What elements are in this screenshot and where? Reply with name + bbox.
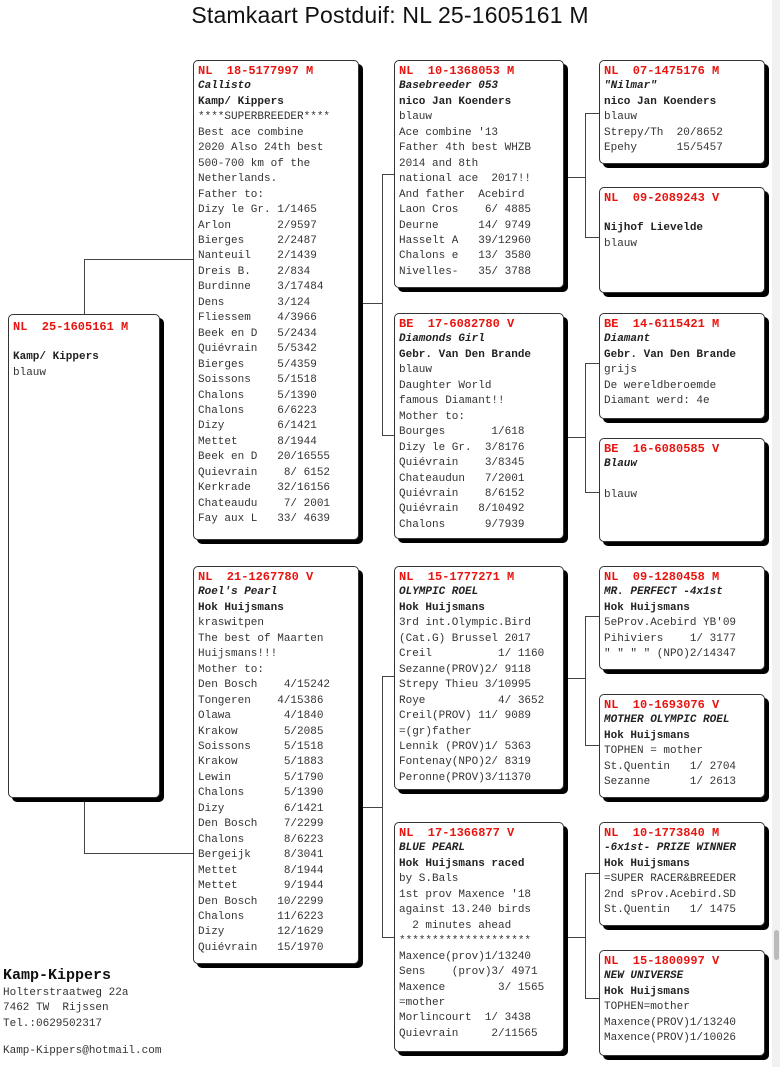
detail-line: famous Diamant!! (399, 395, 505, 408)
subject-card (8, 314, 160, 798)
detail-line: Lennik (PROV)1/ 5363 (399, 740, 532, 753)
scrollbar[interactable] (772, 0, 780, 1067)
detail-line: kraswitpen (198, 617, 265, 630)
detail-line: Dizy le Gr. 1/1465 (198, 204, 317, 217)
breeder-address: Holterstraatweg 22a (3, 987, 129, 999)
detail-line: Den Bosch 10/2299 (198, 895, 324, 908)
ring-number: NL 09-1280458 M (604, 570, 720, 584)
owner: Hok Huijsmans (198, 601, 284, 614)
detail-line: Beek en D 20/16555 (198, 451, 331, 464)
connector-line (585, 363, 586, 493)
ring-number: NL 10-1368053 M (399, 64, 515, 78)
connector-line (84, 259, 85, 314)
detail-line: Diamant werd: 4e (604, 395, 710, 408)
mother-card (193, 566, 359, 964)
detail-line: Mettet 8/1944 (198, 435, 317, 448)
grandfather-paternal-card (394, 60, 564, 288)
detail-line: Olawa 4/1840 (198, 710, 324, 723)
owner: Hok Huijsmans (604, 729, 690, 742)
pigeon-name: NEW UNIVERSE (604, 970, 684, 983)
breeder-phone: Tel.:0629502317 (3, 1017, 103, 1030)
detail-line: Chalons 8/6223 (198, 833, 324, 846)
detail-line: Quiévrain 3/8345 (399, 457, 525, 470)
ring-number: NL 10-1693076 V (604, 698, 720, 712)
detail-line: Father to: (198, 188, 265, 201)
detail-line: Kerkrade 32/16156 (198, 482, 331, 495)
detail-line: Strepy/Th 20/8652 (604, 126, 723, 139)
detail-line: 2nd sProv.Acebird.SD (604, 888, 737, 901)
ring-number: NL 18-5177997 M (198, 64, 314, 78)
detail-line: Ace combine '13 (399, 126, 499, 139)
ring-number: NL 09-2089243 V (604, 191, 720, 205)
pigeon-name: Roel's Pearl (198, 586, 278, 599)
scrollbar-thumb[interactable] (774, 930, 779, 960)
pigeon-name: MR. PERFECT -4x1st (604, 586, 723, 599)
detail-line: Arlon 2/9597 (198, 219, 317, 232)
detail-line: Soissons 5/1518 (198, 374, 317, 387)
detail-line: =(gr)father (399, 725, 472, 738)
detail-line: Den Bosch 7/2299 (198, 818, 324, 831)
detail-line: against 13.240 birds (399, 904, 532, 917)
detail-line: Chateaudun 7/2001 (399, 472, 525, 485)
owner: Gebr. Van Den Brande (604, 348, 737, 361)
detail-line: Creil 1/ 1160 (399, 648, 545, 661)
pigeon-name: BLUE PEARL (399, 842, 466, 855)
detail-line: Fay aux L 33/ 4639 (198, 513, 331, 526)
great-grandparent-card (599, 187, 765, 293)
detail-line: Chalons e 13/ 3580 (399, 250, 532, 263)
detail-line: De wereldberoemde (604, 379, 717, 392)
ring-number: BE 16-6080585 V (604, 442, 720, 456)
owner: nico Jan Koenders (604, 95, 717, 108)
detail-line: Nanteuil 2/1439 (198, 250, 317, 263)
pigeon-name: "Nilmar" (604, 80, 657, 93)
detail-line: Quiévrain 8/10492 (399, 503, 525, 516)
ring-number: NL 10-1773840 M (604, 826, 720, 840)
connector-line (84, 259, 194, 260)
detail-line: Peronne(PROV)3/11370 (399, 771, 532, 784)
connector-line (84, 798, 85, 854)
detail-line: blauw (13, 366, 47, 379)
detail-line: Chalons 9/7939 (399, 518, 525, 531)
detail-line: national ace 2017!! (399, 173, 532, 186)
owner: Hok Huijsmans (399, 601, 485, 614)
detail-line: 2020 Also 24th best (198, 142, 324, 155)
connector-line (564, 678, 585, 679)
detail-line: Mother to: (198, 663, 265, 676)
detail-line: 5eProv.Acebird YB'09 (604, 617, 737, 630)
detail-line: Mettet 9/1944 (198, 880, 324, 893)
detail-line: ****SUPERBREEDER**** (198, 111, 331, 124)
detail-line: Beek en D 5/2434 (198, 327, 317, 340)
detail-line: " " " " (NPO)2/14347 (604, 648, 737, 661)
owner: nico Jan Koenders (399, 95, 512, 108)
connector-line (585, 492, 600, 493)
connector-line (564, 177, 585, 178)
connector-line (359, 303, 382, 304)
detail-line: Dreis B. 2/834 (198, 265, 311, 278)
detail-line: 3rd int.Olympic.Bird (399, 617, 532, 630)
detail-line: ******************** (399, 935, 532, 948)
connector-line (382, 174, 383, 436)
detail-line: Huijsmans!!! (198, 648, 278, 661)
pigeon-name: Basebreeder 053 (399, 80, 499, 93)
ring-number: NL 21-1267780 V (198, 570, 314, 584)
detail-line: blauw (604, 488, 638, 501)
detail-line: Mettet 8/1944 (198, 864, 324, 877)
connector-line (359, 807, 382, 808)
great-grandparent-card (599, 694, 765, 798)
detail-line: Strepy Thieu 3/10995 (399, 679, 532, 692)
detail-line: Morlincourt 1/ 3438 (399, 1012, 532, 1025)
connector-line (585, 745, 600, 746)
detail-line: TOPHEN = mother (604, 745, 704, 758)
detail-line: Sezanne(PROV)2/ 9118 (399, 663, 532, 676)
great-grandparent-card (599, 60, 765, 164)
detail-line: Dizy 12/1629 (198, 926, 324, 939)
detail-line: Maxence(prov)1/13240 (399, 950, 532, 963)
detail-line: Burdinne 3/17484 (198, 281, 324, 294)
detail-line: Krakow 5/2085 (198, 725, 324, 738)
detail-line: Creil(PROV) 11/ 9089 (399, 710, 532, 723)
ring-number: NL 15-1800997 V (604, 954, 720, 968)
ring-number: NL 17-1366877 V (399, 826, 515, 840)
detail-line: Dens 3/124 (198, 296, 311, 309)
pigeon-name: Callisto (198, 80, 251, 93)
detail-line: Dizy 6/1421 (198, 420, 317, 433)
detail-line: blauw (399, 364, 433, 377)
breeder-info (3, 966, 161, 1060)
owner: Hok Huijsmans raced (399, 857, 525, 870)
detail-line: Chalons 5/1390 (198, 787, 324, 800)
breeder-name: Kamp-Kippers (3, 967, 112, 984)
connector-line (585, 873, 600, 874)
connector-line (585, 113, 600, 114)
detail-line: Bergeijk 8/3041 (198, 849, 324, 862)
detail-line: And father Acebird (399, 188, 525, 201)
detail-line: (Cat.G) Brussel 2017 (399, 632, 532, 645)
page-title: Stamkaart Postduif: NL 25-1605161 M (191, 2, 589, 28)
detail-line: Pihiviers 1/ 3177 (604, 632, 737, 645)
detail-line: Bourges 1/618 (399, 426, 525, 439)
detail-line: Dizy le Gr. 3/8176 (399, 441, 525, 454)
breeder-city: 7462 TW Rijssen (3, 1002, 109, 1015)
grandmother-maternal-card (394, 822, 564, 1052)
great-grandparent-card (599, 950, 765, 1056)
detail-line: Netherlands. (198, 173, 278, 186)
connector-line (585, 237, 600, 238)
owner: Kamp/ Kippers (198, 95, 284, 108)
detail-line: Nivelles- 35/ 3788 (399, 265, 532, 278)
detail-line: Dizy 6/1421 (198, 802, 324, 815)
detail-line: TOPHEN=mother (604, 1001, 690, 1014)
detail-line: Hasselt A 39/12960 (399, 234, 532, 247)
pigeon-name: Diamant (604, 333, 651, 346)
detail-line: 1st prov Maxence '18 (399, 888, 532, 901)
detail-line: Bierges 2/2487 (198, 234, 317, 247)
detail-line: Quiévrain 8/6152 (399, 487, 525, 500)
pigeon-name: MOTHER OLYMPIC ROEL (604, 714, 730, 727)
ring-number: BE 17-6082780 V (399, 317, 515, 331)
grandfather-maternal-card (394, 566, 564, 790)
detail-line: Laon Cros 6/ 4885 (399, 204, 532, 217)
pigeon-name: Diamonds Girl (399, 333, 485, 346)
detail-line: Krakow 5/1883 (198, 756, 324, 769)
detail-line: blauw (604, 237, 638, 250)
pigeon-name: OLYMPIC ROEL (399, 586, 479, 599)
detail-line: Father 4th best WHZB (399, 142, 532, 155)
great-grandparent-card (599, 566, 765, 670)
connector-line (585, 616, 600, 617)
detail-line: Roye 4/ 3652 (399, 694, 545, 707)
connector-line (564, 937, 585, 938)
owner: Nijhof Lievelde (604, 222, 704, 235)
owner: Hok Huijsmans (604, 985, 690, 998)
detail-line: Tongeren 4/15386 (198, 694, 324, 707)
detail-line: 2 minutes ahead (399, 919, 512, 932)
detail-line: grijs (604, 364, 638, 377)
connector-line (585, 113, 586, 238)
detail-line: Lewin 5/1790 (198, 771, 324, 784)
detail-line: Sezanne 1/ 2613 (604, 776, 737, 789)
connector-line (585, 873, 586, 999)
detail-line: Fontenay(NPO)2/ 8319 (399, 756, 532, 769)
detail-line: Soissons 5/1518 (198, 740, 324, 753)
detail-line: blauw (399, 111, 433, 124)
detail-line: Maxence 3/ 1565 (399, 981, 545, 994)
ring-number: NL 15-1777271 M (399, 570, 515, 584)
owner: Hok Huijsmans (604, 601, 690, 614)
owner: Hok Huijsmans (604, 857, 690, 870)
pigeon-name: Blauw (604, 458, 638, 471)
detail-line: Quievrain 8/ 6152 (198, 466, 331, 479)
great-grandparent-card (599, 822, 765, 926)
detail-line: Chateaudu 7/ 2001 (198, 497, 331, 510)
detail-line: Quiévrain 15/1970 (198, 941, 324, 954)
detail-line: Bierges 5/4359 (198, 358, 317, 371)
detail-line: =mother (399, 996, 446, 1009)
detail-line: 2014 and 8th (399, 157, 479, 170)
detail-line: Daughter World (399, 379, 492, 392)
detail-line: Chalons 11/6223 (198, 910, 324, 923)
ring-number: BE 14-6115421 M (604, 317, 720, 331)
connector-line (564, 437, 585, 438)
connector-line (585, 616, 586, 746)
detail-line: Fliessem 4/3966 (198, 312, 317, 325)
detail-line: Deurne 14/ 9749 (399, 219, 532, 232)
grandmother-paternal-card (394, 313, 564, 539)
detail-line: 500-700 km of the (198, 157, 311, 170)
father-card (193, 60, 359, 540)
detail-line: Sens (prov)3/ 4971 (399, 966, 538, 979)
detail-line: Mother to: (399, 410, 466, 423)
detail-line: Chalons 6/6223 (198, 404, 317, 417)
ring-number: NL 07-1475176 M (604, 64, 720, 78)
detail-line: Chalons 5/1390 (198, 389, 317, 402)
pigeon-name: -6x1st- PRIZE WINNER (604, 842, 737, 855)
owner: Kamp/ Kippers (13, 351, 99, 364)
detail-line: The best of Maarten (198, 632, 324, 645)
detail-line: Maxence(PROV)1/13240 (604, 1016, 737, 1029)
ring-number: NL 25-1605161 M (13, 320, 129, 334)
breeder-email[interactable]: Kamp-Kippers@hotmail.com (3, 1045, 162, 1058)
owner: Gebr. Van Den Brande (399, 348, 532, 361)
detail-line: St.Quentin 1/ 2704 (604, 760, 737, 773)
connector-line (585, 363, 600, 364)
detail-line: Quiévrain 5/5342 (198, 343, 317, 356)
detail-line: Quievrain 2/11565 (399, 1027, 538, 1040)
detail-line: Epehy 15/5457 (604, 142, 723, 155)
connector-line (382, 676, 383, 938)
detail-line: blauw (604, 111, 638, 124)
detail-line: =SUPER RACER&BREEDER (604, 873, 737, 886)
detail-line: by S.Bals (399, 873, 459, 886)
great-grandparent-card (599, 438, 765, 542)
detail-line: Maxence(PROV)1/10026 (604, 1032, 737, 1045)
detail-line: Best ace combine (198, 126, 304, 139)
connector-line (585, 998, 600, 999)
great-grandparent-card (599, 313, 765, 419)
detail-line: Den Bosch 4/15242 (198, 679, 331, 692)
detail-line: St.Quentin 1/ 1475 (604, 904, 737, 917)
connector-line (84, 853, 194, 854)
